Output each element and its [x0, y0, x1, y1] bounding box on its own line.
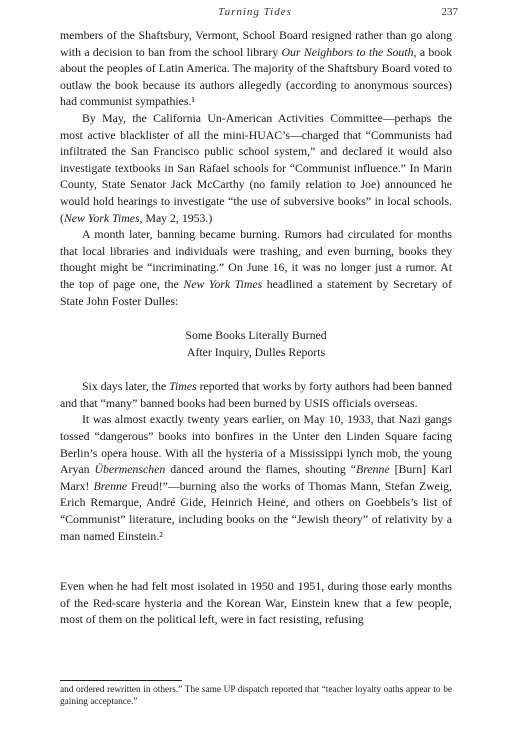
paragraph-5 — [60, 411, 452, 544]
newspaper-title: Times — [169, 379, 197, 394]
paragraph-4 — [60, 378, 452, 411]
headline-line-1: Some Books Literally Burned — [185, 328, 327, 343]
paragraph-3 — [60, 226, 452, 309]
book-title: Our Neighbors to the South, — [281, 44, 417, 59]
italic-term: Übermenschen — [94, 462, 166, 477]
section-break — [60, 544, 452, 578]
quoted-headline — [60, 327, 452, 360]
paragraph-2 — [60, 110, 452, 226]
footnote — [60, 684, 452, 708]
italic-term: Brenne — [93, 478, 128, 493]
footnote-text: and ordered rewritten in others.” The same UP dispatch reported that “teacher loyalty oaths appear to be gaining acceptance.” — [60, 685, 452, 708]
text-run: headlined a statement by Secretary of State John Foster Dulles: — [60, 276, 453, 308]
text-run: It was almost exactly twenty years earlier, on May 10, 1933, that Nazi gangs tossed “dangerous” books into bonfires in the Unter den Linden Square facing Berlin’s opera house. With all the hysteria of a Mississippi lynch mob, the young Aryan — [60, 412, 452, 477]
text-run: Freud!”—burning also the works of Thomas Mann, Stefan Zweig, Erich Remarque, André Gide, Heinrich Heine, and others on Goebbels’s list of “Communist” literature, including books on the “Jewish theory” of relativity by a man named Einstein.² — [60, 478, 452, 543]
text-run: By May, the California Un-American Activities Committee—perhaps the most active blacklister of all the mini-HUAC’s—charged that “Communists had infiltrated the San Francisco public school system,” and declared it would also investigate textbooks in San Rafael schools for “Communist influence.” In Marin County, State Senator Jack McCarthy (no family relation to Joe) announced he would hold hearings to investigate “the use of subversive books” in local schools. ( — [60, 110, 452, 225]
text-run: A month later, banning became burning. Rumors had circulated for months that local libraries and individuals were trashing, and even burning, books they thought might be “incriminating.” On June 16, it was no longer just a rumor. At the top of page one, the — [60, 227, 452, 291]
running-head-title: Turning Tides — [218, 6, 292, 18]
body-text — [60, 27, 452, 628]
italic-term: Brenne — [355, 462, 390, 477]
headline-line-2: After Inquiry, Dulles Reports — [186, 344, 326, 359]
text-run: reported that works by forty authors had been banned and that “many” banned books had been burned by USIS officials overseas. — [60, 379, 452, 410]
text-run: members of the Shaftsbury, Vermont, School Board resigned rather than go along with a decision to ban from the school library — [60, 28, 452, 59]
page-number: 237 — [441, 6, 458, 18]
text-run: May 2, 1953.) — [142, 210, 213, 225]
newspaper-title: New York Times, — [63, 210, 143, 225]
text-run: Six days later, the — [82, 379, 170, 394]
text-run: danced around the flames, shouting “ — [165, 462, 356, 477]
running-head — [0, 6, 510, 20]
footnote-divider — [60, 680, 182, 681]
paragraph-6: Even when he had felt most isolated in 1950 and 1951, during those early months of the Red-scare hysteria and the Korean War, Einstein knew that a few people, most of them on the political left, were in fact resisting, refusing — [60, 579, 452, 627]
text-run: [Burn] Karl Marx! — [60, 462, 453, 493]
paragraph-1 — [60, 27, 452, 110]
newspaper-title: New York Times — [183, 276, 263, 291]
text-run: a book about the peoples of Latin America. The majority of the Shaftsbury Board voted to outlaw the book because its authors allegedly (according to anonymous sources) had communist sympathies.¹ — [60, 44, 452, 109]
